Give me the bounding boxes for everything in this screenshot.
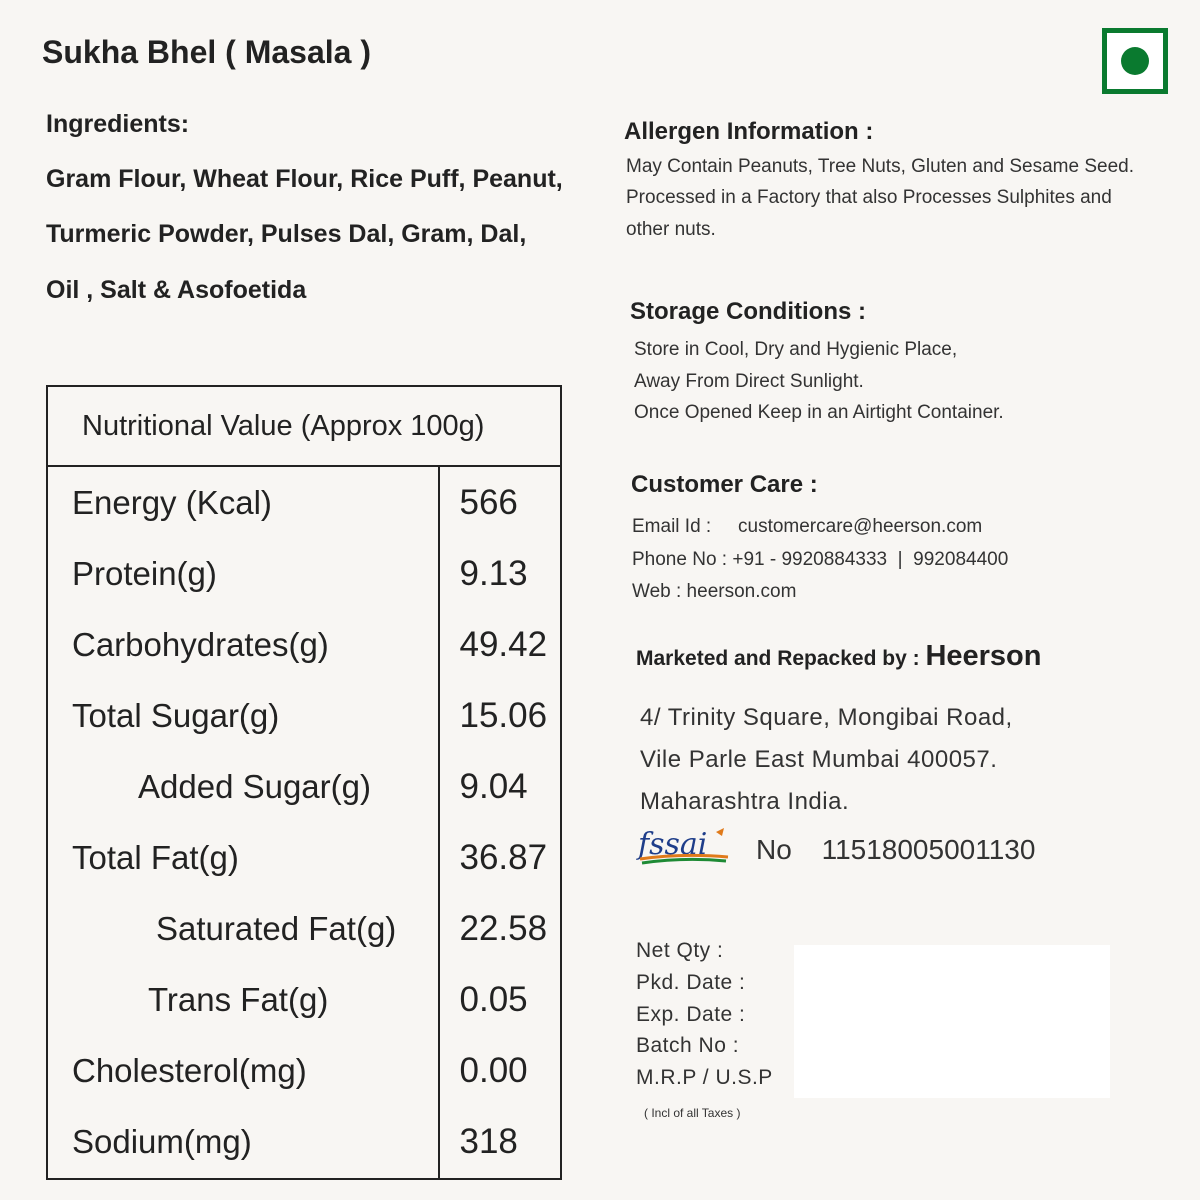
nutrition-row	[47, 466, 561, 539]
fssai-logo-text: fssai	[638, 827, 708, 862]
marketer-label	[636, 640, 1041, 673]
veg-mark-icon	[1102, 28, 1168, 94]
nutrient-label: Carbohydrates(g)	[72, 626, 329, 664]
nutrient-value: 566	[439, 466, 562, 539]
customer-care-heading: Customer Care :	[631, 471, 818, 498]
tax-note: ( Incl of all Taxes )	[644, 1106, 741, 1120]
batch-no-label: Batch No :	[636, 1034, 740, 1057]
email-link[interactable]: customercare@heerson.com	[738, 516, 983, 537]
storage-line: Once Opened Keep in an Airtight Container.	[634, 402, 1004, 423]
nutrition-row	[47, 1106, 561, 1179]
pkd-date-label: Pkd. Date :	[636, 971, 746, 994]
storage-line: Away From Direct Sunlight.	[634, 371, 864, 392]
veg-dot-icon	[1121, 47, 1149, 75]
nutrient-label: Energy (Kcal)	[72, 483, 272, 521]
marketer-label-text: Marketed and Repacked by :	[636, 647, 920, 670]
ingredients-line: Oil , Salt & Asofoetida	[46, 276, 307, 304]
storage-heading: Storage Conditions :	[630, 298, 866, 325]
nutrient-label: Saturated Fat(g)	[156, 909, 397, 947]
nutrition-row	[47, 752, 561, 823]
fssai-leaf	[716, 828, 724, 836]
nutrition-heading: Nutritional Value (Approx 100g)	[47, 386, 561, 466]
ingredients-line: Gram Flour, Wheat Flour, Rice Puff, Peanut,	[46, 165, 563, 193]
ingredients-line: Turmeric Powder, Pulses Dal, Gram, Dal,	[46, 220, 527, 248]
storage-line: Store in Cool, Dry and Hygienic Place,	[634, 339, 958, 360]
nutrition-row	[47, 539, 561, 610]
batch-info-box	[794, 945, 1110, 1098]
nutrient-label: Sodium(mg)	[72, 1123, 252, 1161]
nutrient-value: 36.87	[439, 822, 562, 893]
nutrition-row	[47, 964, 561, 1035]
allergen-line: other nuts.	[626, 219, 716, 240]
address-line: Vile Parle East Mumbai 400057.	[640, 746, 998, 773]
fssai-no-label: No	[756, 834, 792, 865]
nutrition-row	[47, 822, 561, 893]
allergen-line: May Contain Peanuts, Tree Nuts, Gluten and Sesame Seed.	[626, 156, 1135, 177]
nutrition-table	[46, 385, 562, 1180]
nutrient-label: Total Sugar(g)	[72, 697, 280, 735]
email-label: Email Id :	[632, 516, 712, 537]
nutrition-row	[47, 610, 561, 681]
nutrient-value: 22.58	[439, 893, 562, 964]
nutrition-row	[47, 893, 561, 964]
nutrient-value: 15.06	[439, 681, 562, 752]
allergen-heading: Allergen Information :	[624, 118, 874, 145]
phone-line: Phone No : +91 - 9920884333 | 992084400	[632, 549, 1009, 570]
fssai-logo-icon	[636, 826, 732, 866]
address-line: 4/ Trinity Square, Mongibai Road,	[640, 704, 1013, 731]
nutrition-row	[47, 681, 561, 752]
fssai-number: 11518005001130	[821, 834, 1036, 865]
brand-logo: Heerson	[925, 640, 1042, 672]
allergen-line: Processed in a Factory that also Processes Sulphites and	[626, 187, 1112, 208]
nutrition-row	[47, 1035, 561, 1106]
fssai-number-line	[756, 834, 1035, 866]
ingredients-heading: Ingredients:	[46, 110, 190, 138]
nutrient-value: 318	[439, 1106, 562, 1179]
address-line: Maharashtra India.	[640, 788, 850, 815]
exp-date-label: Exp. Date :	[636, 1003, 746, 1026]
nutrient-label: Cholesterol(mg)	[72, 1051, 307, 1089]
nutrient-value: 9.04	[439, 752, 562, 823]
nutrient-label: Trans Fat(g)	[148, 980, 329, 1018]
net-qty-label: Net Qty :	[636, 939, 724, 962]
nutrient-value: 0.05	[439, 964, 562, 1035]
mrp-label: M.R.P / U.S.P	[636, 1066, 773, 1089]
nutrient-label: Protein(g)	[72, 555, 217, 593]
web-line[interactable]: Web : heerson.com	[632, 581, 797, 602]
nutrient-value: 49.42	[439, 610, 562, 681]
nutrient-value: 9.13	[439, 539, 562, 610]
nutrient-label: Total Fat(g)	[72, 838, 239, 876]
nutrient-label: Added Sugar(g)	[138, 768, 371, 805]
product-title: Sukha Bhel ( Masala )	[42, 34, 371, 70]
nutrient-value: 0.00	[439, 1035, 562, 1106]
